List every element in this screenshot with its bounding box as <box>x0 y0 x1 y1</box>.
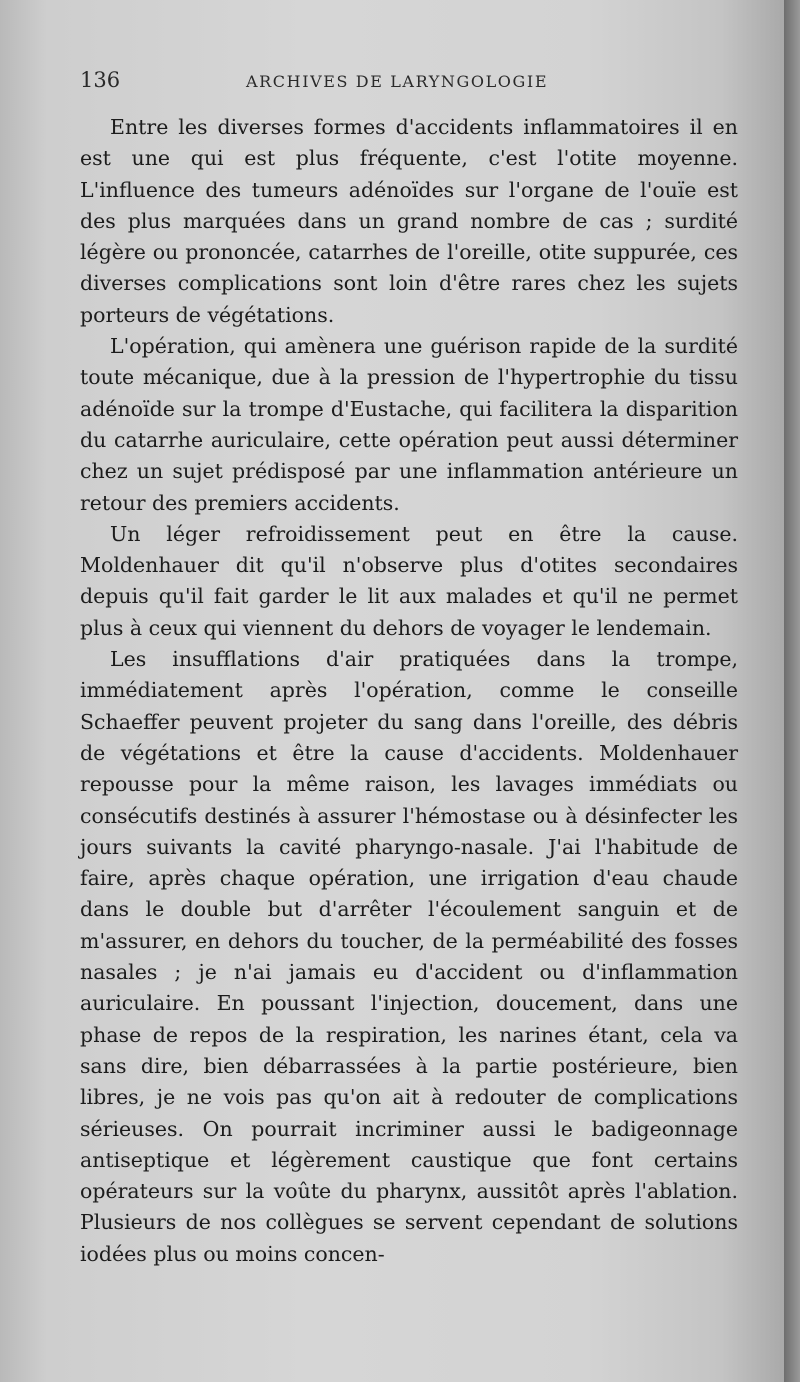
page-number: 136 <box>80 68 121 92</box>
body-text <box>80 112 738 1270</box>
paragraph: L'opération, qui amènera une guérison rapide de la surdité toute mécanique, due à la pression de l'hypertrophie du tissu adénoïde sur la trompe d'Eustache, qui facilitera la disparition du catarrhe auriculaire, cette opération peut aussi déterminer chez un sujet prédisposé par une inflammation antérieure un retour des premiers accidents. <box>80 334 738 515</box>
paragraph: Les insufflations d'air pratiquées dans la trompe, immédiatement après l'opération, comme le conseille Schaeffer peuvent projeter du sang dans l'oreille, des débris de végétations et être la cause d'accidents. Moldenhauer repousse pour la même raison, les lavages immédiats ou consécutifs destinés à assurer l'hémostase ou à désinfecter les jours suivants la cavité pharyngo-nasale. J'ai l'habitude de faire, après chaque opération, une irrigation d'eau chaude dans le double but d'arrêter l'écoulement sanguin et de m'assurer, en dehors du toucher, de la perméabilité des fosses nasales ; je n'ai jamais eu d'accident ou d'inflammation auriculaire. En poussant l'injection, doucement, dans une phase de repos de la respiration, les narines étant, cela va sans dire, bien débarrassées à la partie postérieure, bien libres, je ne vois pas qu'on ait à redouter de complications sérieuses. On pourrait incriminer aussi le badigeonnage antiseptique et légèrement caustique que font certains opérateurs sur la voûte du pharynx, aussitôt après l'ablation. Plusieurs de nos collègues se servent cependant de solutions iodées plus ou moins concen- <box>80 647 738 1266</box>
paragraph: Entre les diverses formes d'accidents inflammatoires il en est une qui est plus fréquente, c'est l'otite moyenne. L'influence des tumeurs adénoïdes sur l'organe de l'ouïe est des plus marquées dans un grand nombre de cas ; surdité légère ou prononcée, catarrhes de l'oreille, otite suppurée, ces diverses complications sont loin d'être rares chez les sujets porteurs de végétations. <box>80 115 738 327</box>
paragraph: Un léger refroidissement peut en être la cause. Moldenhauer dit qu'il n'observe plus d'otites secondaires depuis qu'il fait garder le lit aux malades et qu'il ne permet plus à ceux qui viennent du dehors de voyager le lendemain. <box>80 521 738 640</box>
page-edge-shadow <box>784 0 800 1382</box>
running-head: ARCHIVES DE LARYNGOLOGIE <box>246 72 549 91</box>
page-header <box>80 68 740 98</box>
